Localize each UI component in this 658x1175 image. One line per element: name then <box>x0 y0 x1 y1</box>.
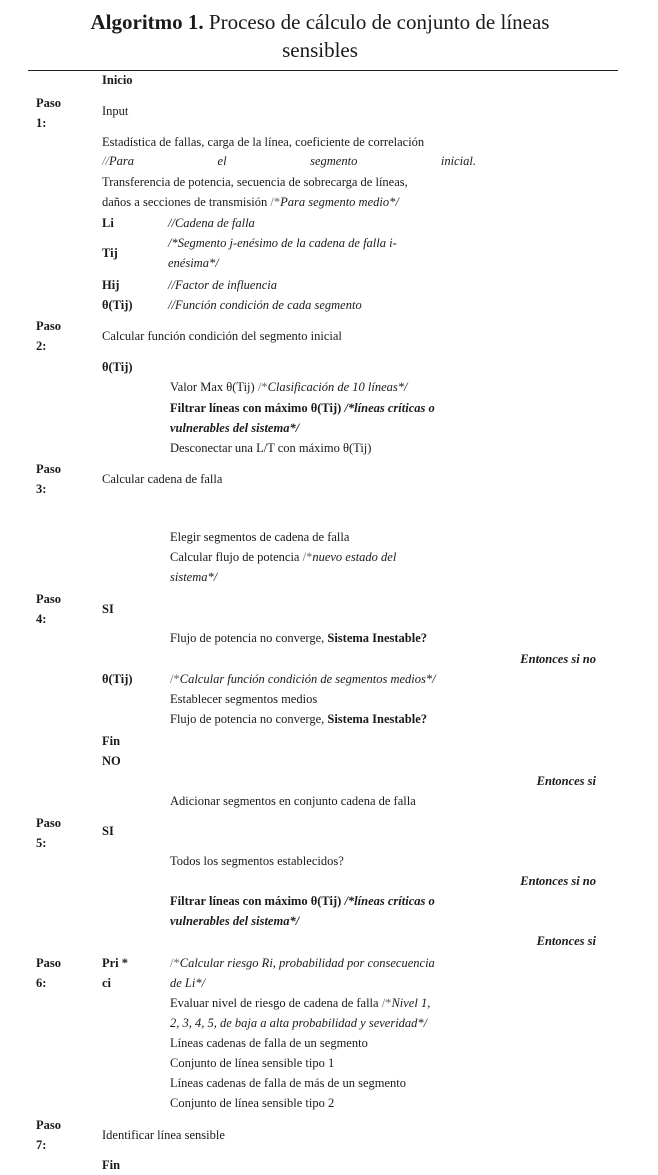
hij-label: Hij <box>102 278 120 292</box>
paso5-label: Paso <box>36 816 61 830</box>
theta3-label: θ(Tij) <box>102 672 133 686</box>
paso1-number: 1: <box>36 116 47 130</box>
estadistica-text: Estadística de fallas, carga de la línea, coeficiente de correlación <box>102 135 425 149</box>
conjunto1-text: Conjunto de línea sensible tipo 1 <box>170 1056 335 1070</box>
hij-comment: //Factor de influencia <box>168 278 278 292</box>
para-word: Para <box>108 154 134 168</box>
flujo-comment-open: /* <box>302 550 313 564</box>
tij-comment-2: enésima*/ <box>168 256 219 270</box>
li-comment: //Cadena de falla <box>168 216 255 230</box>
tij-comment-1: /*Segmento j-enésimo de la cadena de falla i- <box>168 236 397 250</box>
adicionar-text: Adicionar segmentos en conjunto cadena de falla <box>170 794 416 808</box>
danos-line <box>102 192 399 212</box>
identificar-text: Identificar línea sensible <box>102 1128 225 1142</box>
ci-label: ci <box>102 976 112 990</box>
paso2-label: Paso <box>36 319 61 333</box>
filtrar-text: Filtrar líneas con máximo θ(Tij) <box>170 401 342 415</box>
valor-max-text: Valor Max θ(Tij) <box>170 380 255 394</box>
valor-max-comment: Clasificación de 10 líneas <box>267 380 398 394</box>
paso4-number: 4: <box>36 612 47 626</box>
riesgo-comment: Calcular riesgo Ri, probabilidad por consecuencia <box>179 956 435 970</box>
danos-comment-close: */ <box>389 195 399 209</box>
paso2-number: 2: <box>36 339 47 353</box>
li-label: Li <box>102 216 114 230</box>
desconectar-text: Desconectar una L/T con máximo θ(Tij) <box>170 441 372 455</box>
evaluar-open: /* <box>381 996 392 1010</box>
filtrar2-text: Filtrar líneas con máximo θ(Tij) <box>170 894 342 908</box>
lineas-un-text: Líneas cadenas de falla de un segmento <box>170 1036 368 1050</box>
elegir-text: Elegir segmentos de cadena de falla <box>170 530 350 544</box>
paso7-label: Paso <box>36 1118 61 1132</box>
para-segmento-inicial: //Para el segmento inicial. <box>102 151 476 171</box>
title-bold: Algoritmo 1. <box>90 10 204 34</box>
valor-max-comment-open: /* <box>257 380 268 394</box>
danos-comment: Para segmento medio <box>280 195 390 209</box>
paso3-label: Paso <box>36 462 61 476</box>
riesgo-open: /* <box>170 956 180 970</box>
flujo-comment: nuevo estado del <box>312 550 397 564</box>
entonces-si-1: Entonces si <box>536 774 596 788</box>
calc-inicial-text: Calcular función condición del segmento inicial <box>102 329 342 343</box>
noconv1-bold: Sistema Inestable? <box>327 631 428 645</box>
noconv1-line <box>170 628 427 648</box>
conjunto2-text: Conjunto de línea sensible tipo 2 <box>170 1096 335 1110</box>
filtrar2-comment-2: vulnerables del sistema*/ <box>170 914 300 928</box>
si4-label: SI <box>102 602 114 616</box>
paso1-label: Paso <box>36 96 61 110</box>
theta-comment: //Función condición de cada segmento <box>168 298 362 312</box>
theta2-label: θ(Tij) <box>102 360 133 374</box>
flujo-comment-2: sistema*/ <box>170 570 218 584</box>
no-label: NO <box>102 754 121 768</box>
title-line1: Proceso de cálculo de conjunto de líneas <box>208 10 550 34</box>
noconv2-bold: Sistema Inestable? <box>327 712 428 726</box>
noconv2-line <box>170 709 427 729</box>
riesgo-line <box>170 953 435 973</box>
valor-max-line <box>170 377 408 397</box>
paso6-label: Paso <box>36 956 61 970</box>
calc-medios-line <box>170 669 436 689</box>
fin1-label: Fin <box>102 734 121 748</box>
calc-medios-comment: Calcular función condición de segmentos medios <box>179 672 426 686</box>
filtrar-comment-2: vulnerables del sistema*/ <box>170 421 300 435</box>
evaluar-line <box>170 993 430 1013</box>
filtrar2-comment: /*líneas críticas o <box>344 894 435 908</box>
inicial-word: inicial. <box>440 154 476 168</box>
segmento-word: segmento <box>310 154 358 168</box>
valor-max-comment-close: */ <box>397 380 408 394</box>
inicio-label: Inicio <box>102 73 133 87</box>
tij-label: Tij <box>102 246 118 260</box>
calc-medios-close: */ <box>425 672 436 686</box>
flujo-line <box>170 547 396 567</box>
evaluar-comment-2: 2, 3, 4, 5, de baja a alta probabilidad y severidad*/ <box>170 1016 428 1030</box>
calc-cadena-text: Calcular cadena de falla <box>102 472 223 486</box>
evaluar-comment: Nivel 1, <box>391 996 431 1010</box>
fin2-label: Fin <box>102 1158 121 1172</box>
transferencia-text: Transferencia de potencia, secuencia de sobrecarga de líneas, <box>102 175 408 189</box>
title-line2: sensibles <box>282 38 358 62</box>
si5-label: SI <box>102 824 114 838</box>
paso7-number: 7: <box>36 1138 47 1152</box>
evaluar-text: Evaluar nivel de riesgo de cadena de falla <box>170 996 379 1010</box>
paso6-number: 6: <box>36 976 47 990</box>
establecer-text: Establecer segmentos medios <box>170 692 318 706</box>
entonces-si-2: Entonces si <box>536 934 596 948</box>
filtrar-line <box>170 398 435 418</box>
flujo-text: Calcular flujo de potencia <box>170 550 300 564</box>
paso5-number: 5: <box>36 836 47 850</box>
lineas-mas-text: Líneas cadenas de falla de más de un segmento <box>170 1076 407 1090</box>
noconv1-text: Flujo de potencia no converge, <box>170 631 325 645</box>
input-label: Input <box>102 104 129 118</box>
entonces-si-no-2: Entonces si no <box>520 874 596 888</box>
pri-label: Pri * <box>102 956 129 970</box>
danos-text: daños a secciones de transmisión <box>102 195 268 209</box>
calc-medios-open: /* <box>170 672 180 686</box>
theta-label: θ(Tij) <box>102 298 133 312</box>
entonces-si-no-1: Entonces si no <box>520 652 596 666</box>
paso4-label: Paso <box>36 592 61 606</box>
riesgo-comment-2: de Li*/ <box>170 976 206 990</box>
danos-comment-open: /* <box>270 195 281 209</box>
todos-text: Todos los segmentos establecidos? <box>170 854 344 868</box>
filtrar-comment: /*líneas críticas o <box>344 401 435 415</box>
noconv2-text: Flujo de potencia no converge, <box>170 712 325 726</box>
el-word: el <box>217 154 227 168</box>
filtrar2-line <box>170 891 435 911</box>
paso3-number: 3: <box>36 482 47 496</box>
algorithm-title <box>20 8 620 64</box>
